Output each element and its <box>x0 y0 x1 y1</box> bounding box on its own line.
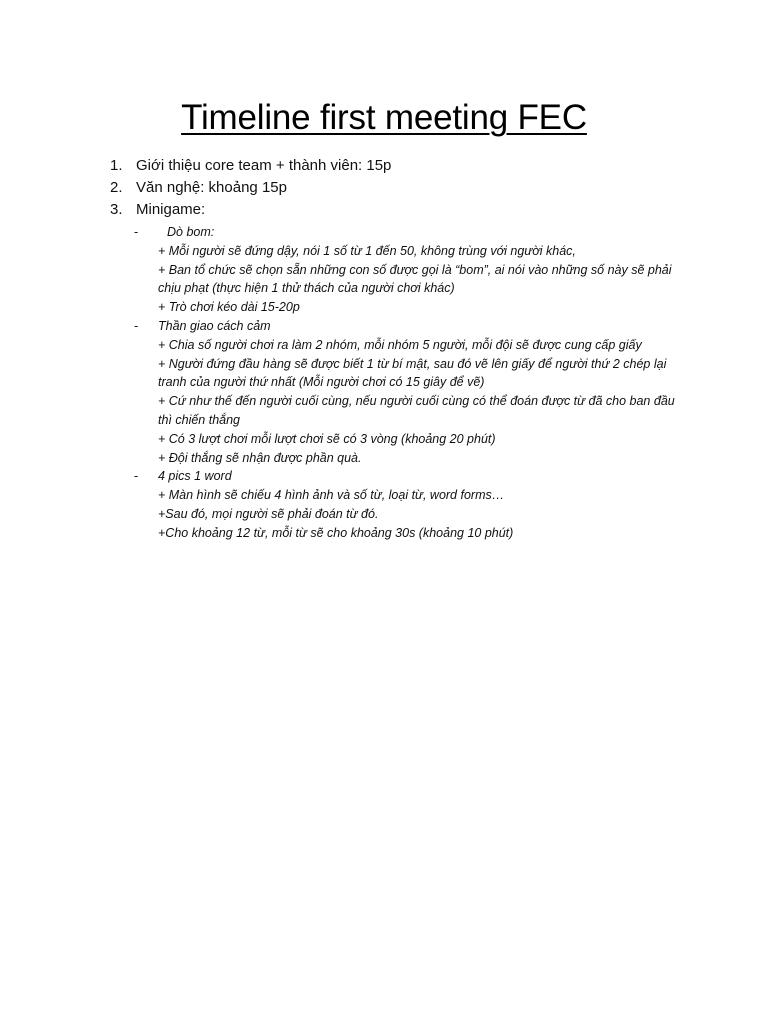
agenda-item <box>110 199 391 221</box>
dash-bullet: - <box>134 469 139 484</box>
agenda-item <box>110 155 391 177</box>
game-line: +Cho khoảng 12 từ, mỗi từ sẽ cho khoảng 30s (khoảng 10 phút) <box>158 525 514 540</box>
game-line: +Sau đó, mọi người sẽ phải đoán từ đó. <box>158 506 379 521</box>
dash-bullet: - <box>134 318 139 333</box>
game-line: + Người đứng đầu hàng sẽ được biết 1 từ bí mật, sau đó vẽ lên giấy để người thứ 2 chép lại <box>158 356 667 371</box>
item-text: Văn nghệ: khoảng 15p <box>136 179 287 196</box>
game-line: + Đội thắng sẽ nhận được phần quà. <box>158 450 362 465</box>
game-line: chịu phạt (thực hiện 1 thử thách của người chơi khác) <box>158 281 455 296</box>
agenda-list <box>110 155 391 221</box>
minigame-list <box>134 223 718 543</box>
game-title-text: 4 pics 1 word <box>158 469 232 484</box>
game-line: thì chiến thắng <box>158 412 241 427</box>
game-line: + Chia số người chơi ra làm 2 nhóm, mỗi nhóm 5 người, mỗi đội sẽ được cung cấp giấy <box>158 337 642 352</box>
game-line: + Trò chơi kéo dài 15-20p <box>158 300 300 315</box>
document-title: Timeline first meeting FEC <box>181 98 587 137</box>
game-title <box>134 317 718 336</box>
game-line: + Ban tổ chức sẽ chọn sẵn những con số được gọi là “bom”, ai nói vào những số này sẽ phải <box>158 262 672 277</box>
game-line: + Màn hình sẽ chiếu 4 hình ảnh và số từ, loại từ, word forms… <box>158 488 505 503</box>
item-text: Minigame: <box>136 201 206 218</box>
game-title-text: Dò bom: <box>167 225 215 239</box>
game-line: + Mỗi người sẽ đứng dậy, nói 1 số từ 1 đến 50, không trùng với người khác, <box>158 243 576 258</box>
agenda-item <box>110 177 391 199</box>
game-title-text: Thần giao cách cảm <box>158 318 271 333</box>
dash-bullet: - <box>134 225 139 239</box>
item-number: 2. <box>110 179 123 196</box>
game-title <box>134 467 718 486</box>
game-title <box>134 223 718 242</box>
item-number: 3. <box>110 201 123 218</box>
game-line: + Có 3 lượt chơi mỗi lượt chơi sẽ có 3 vòng (khoảng 20 phút) <box>158 431 496 446</box>
item-text: Giới thiệu core team + thành viên: 15p <box>136 157 392 174</box>
game-line: tranh của người thứ nhất (Mỗi người chơi có 15 giây để vẽ) <box>158 375 485 390</box>
game-line: + Cứ như thế đến người cuối cùng, nếu người cuối cùng có thể đoán được từ đã cho ban đầu <box>158 394 675 409</box>
item-number: 1. <box>110 157 123 174</box>
